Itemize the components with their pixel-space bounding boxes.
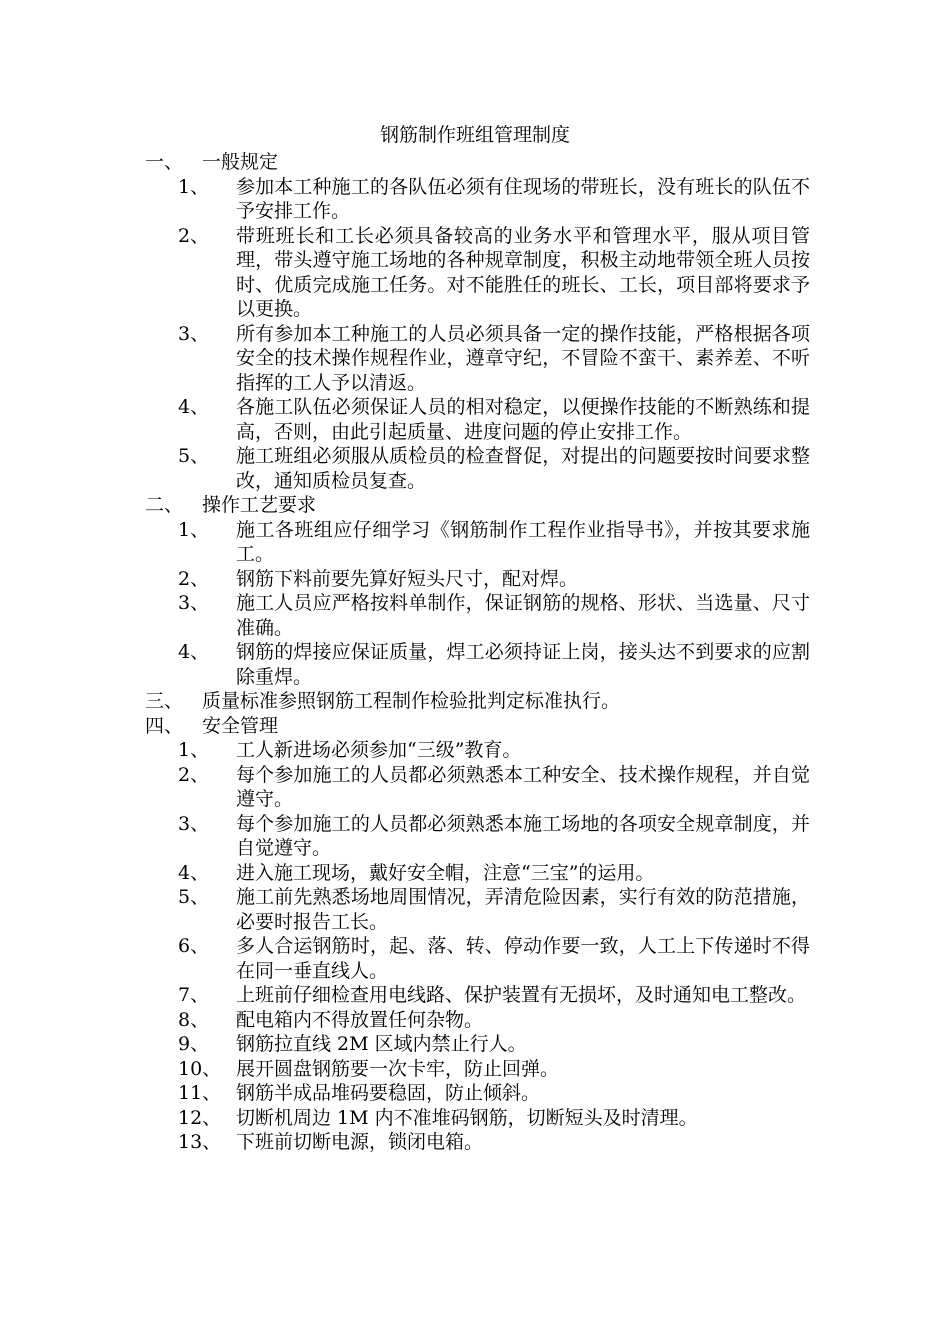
list-item bbox=[145, 518, 810, 567]
list-item-text: 各施工队伍必须保证人员的相对稳定，以便操作技能的不断熟练和提高，否则，由此引起质量、进度问题的停止安排工作。 bbox=[236, 396, 810, 443]
list-item-text: 每个参加施工的人员都必须熟悉本施工场地的各项安全规章制度，并自觉遵守。 bbox=[236, 812, 810, 859]
list-item bbox=[145, 322, 810, 396]
list-item-text: 切断机周边 1M 内不准堆码钢筋，切断短头及时清理。 bbox=[236, 1106, 698, 1129]
section-number: 二、 bbox=[145, 494, 184, 516]
list-item-text: 下班前切断电源，锁闭电箱。 bbox=[236, 1131, 484, 1153]
section-heading-text: 一般规定 bbox=[202, 151, 279, 173]
list-item bbox=[145, 567, 810, 592]
list-item-number: 3、 bbox=[178, 322, 210, 345]
list-item-number: 2、 bbox=[178, 567, 210, 590]
section-heading bbox=[145, 689, 810, 714]
list-item bbox=[145, 763, 810, 812]
list-item bbox=[145, 738, 810, 763]
list-item-number: 12、 bbox=[178, 1106, 222, 1129]
list-item bbox=[145, 1081, 810, 1106]
section-heading bbox=[145, 714, 810, 739]
list-item-number: 1、 bbox=[178, 739, 210, 761]
list-item-text: 工人新进场必须参加“三级”教育。 bbox=[236, 739, 522, 761]
list-item bbox=[145, 175, 810, 224]
list-item-text: 展开圆盘钢筋要一次卡牢，防止回弹。 bbox=[236, 1057, 560, 1080]
list-item-number: 7、 bbox=[178, 984, 210, 1006]
list-item-text: 参加本工种施工的各队伍必须有住现场的带班长，没有班长的队伍不予安排工作。 bbox=[236, 175, 810, 222]
list-item-text: 钢筋的焊接应保证质量，焊工必须持证上岗，接头达不到要求的应割除重焊。 bbox=[236, 641, 810, 688]
section-heading-text: 质量标准参照钢筋工程制作检验批判定标准执行。 bbox=[202, 690, 621, 712]
section-number: 四、 bbox=[145, 714, 184, 737]
list-item-number: 5、 bbox=[178, 445, 210, 467]
section-number: 一、 bbox=[145, 151, 184, 173]
list-item-text: 带班班长和工长必须具备较高的业务水平和管理水平，服从项目管理，带头遵守施工场地的各种规章制度，积极主动地带领全班人员按时、优质完成施工任务。对不能胜任的班长、工长，项目部将要求予以更换。 bbox=[236, 224, 810, 320]
list-item-text: 钢筋拉直线 2M 区域内禁止行人。 bbox=[236, 1033, 527, 1055]
list-item-number: 4、 bbox=[178, 861, 210, 884]
list-item bbox=[145, 224, 810, 322]
list-item bbox=[145, 885, 810, 934]
list-item-text: 钢筋半成品堆码要稳固，防止倾斜。 bbox=[236, 1082, 541, 1104]
list-item bbox=[145, 1032, 810, 1057]
list-item bbox=[145, 1130, 810, 1155]
list-item bbox=[145, 640, 810, 689]
document-body bbox=[145, 150, 810, 1155]
list-item bbox=[145, 591, 810, 640]
list-item-number: 4、 bbox=[178, 641, 210, 663]
list-item bbox=[145, 812, 810, 861]
list-item bbox=[145, 934, 810, 983]
list-item-number: 13、 bbox=[178, 1131, 222, 1153]
list-item-text: 所有参加本工种施工的人员必须具备一定的操作技能，严格根据各项安全的技术操作规程作业，遵章守纪，不冒险不蛮干、素养差、不听指挥的工人予以清返。 bbox=[236, 322, 810, 394]
list-item-number: 3、 bbox=[178, 812, 210, 835]
list-item-number: 1、 bbox=[178, 518, 210, 541]
section-heading-text: 安全管理 bbox=[202, 714, 279, 737]
list-item-text: 施工人员应严格按料单制作，保证钢筋的规格、形状、当选量、尺寸准确。 bbox=[236, 592, 810, 639]
list-item-text: 进入施工现场，戴好安全帽，注意“三宝”的运用。 bbox=[236, 861, 655, 884]
list-item bbox=[145, 1008, 810, 1033]
list-item-text: 施工前先熟悉场地周围情况，弄清危险因素，实行有效的防范措施，必要时报告工长。 bbox=[236, 886, 810, 933]
list-item-number: 9、 bbox=[178, 1033, 210, 1055]
list-item bbox=[145, 1057, 810, 1082]
list-item-text: 上班前仔细检查用电线路、保护装置有无损坏，及时通知电工整改。 bbox=[236, 984, 807, 1006]
section-number: 三、 bbox=[145, 690, 184, 712]
list-item bbox=[145, 395, 810, 444]
list-item-text: 每个参加施工的人员都必须熟悉本工种安全、技术操作规程，并自觉遵守。 bbox=[236, 763, 810, 810]
document-title: 钢筋制作班组管理制度 bbox=[379, 124, 570, 146]
list-item-text: 多人合运钢筋时，起、落、转、停动作要一致，人工上下传递时不得在同一垂直线人。 bbox=[236, 935, 810, 982]
list-item-text: 钢筋下料前要先算好短头尺寸，配对焊。 bbox=[236, 567, 579, 590]
list-item bbox=[145, 444, 810, 493]
list-item-number: 6、 bbox=[178, 935, 210, 957]
list-item bbox=[145, 1106, 810, 1131]
list-item-number: 11、 bbox=[178, 1082, 222, 1104]
list-item-number: 10、 bbox=[178, 1057, 222, 1080]
list-item-number: 4、 bbox=[178, 396, 210, 418]
list-item-number: 8、 bbox=[178, 1008, 210, 1031]
list-item-text: 施工各班组应仔细学习《钢筋制作工程作业指导书》，并按其要求施工。 bbox=[236, 518, 810, 565]
section-heading bbox=[145, 493, 810, 518]
list-item bbox=[145, 861, 810, 886]
section-heading bbox=[145, 150, 810, 175]
list-item-number: 2、 bbox=[178, 224, 210, 247]
list-item bbox=[145, 983, 810, 1008]
list-item-number: 5、 bbox=[178, 886, 210, 908]
list-item-text: 施工班组必须服从质检员的检查督促，对提出的问题要按时间要求整改，通知质检员复查。 bbox=[236, 445, 810, 492]
list-item-text: 配电箱内不得放置任何杂物。 bbox=[236, 1008, 484, 1031]
list-item-number: 2、 bbox=[178, 763, 210, 786]
section-heading-text: 操作工艺要求 bbox=[202, 494, 317, 516]
list-item-number: 3、 bbox=[178, 592, 210, 614]
list-item-number: 1、 bbox=[178, 175, 210, 198]
